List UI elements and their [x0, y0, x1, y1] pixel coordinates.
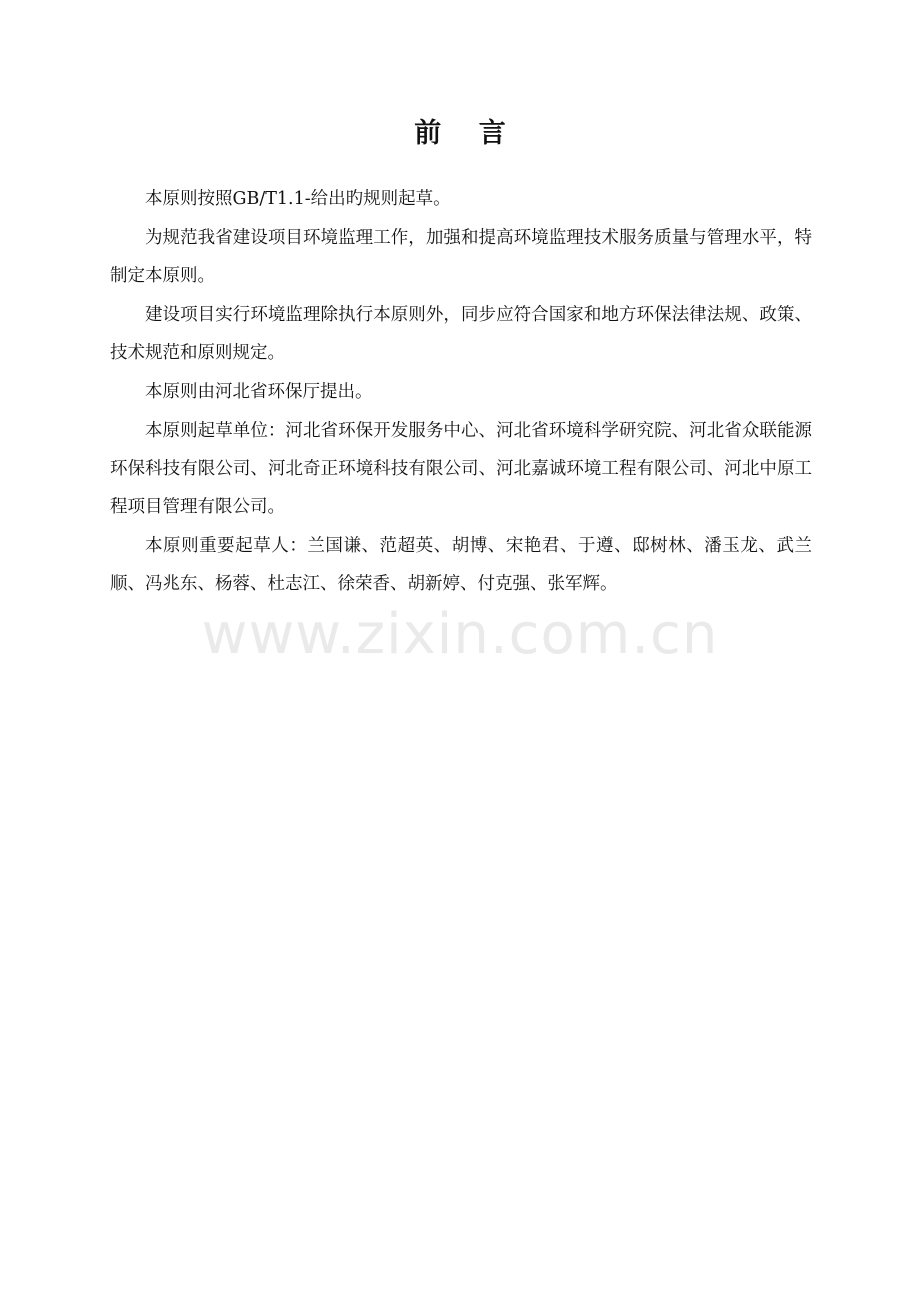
- paragraph-compliance: 建设项目实行环境监理除执行本原则外，同步应符合国家和地方环保法律法规、政策、技术规范和原则规定。: [110, 305, 812, 363]
- paragraph-proposer: 本原则由河北省环保厅提出。: [145, 382, 373, 402]
- paragraph-drafting-units: 本原则起草单位：河北省环保开发服务中心、河北省环境科学研究院、河北省众联能源环保科技有限公司、河北奇正环境科技有限公司、河北嘉诚环境工程有限公司、河北中原工程项目管理有限公司。: [110, 421, 812, 517]
- watermark: www.zixin.com.cn: [201, 602, 719, 667]
- document-body: [110, 180, 812, 604]
- paragraph-drafters: 本原则重要起草人：兰国谦、范超英、胡博、宋艳君、于遵、邸树林、潘玉龙、武兰顺、冯兆东、杨蓉、杜志江、徐荣香、胡新婷、付克强、张军辉。: [110, 536, 812, 594]
- page-title: 前 言: [414, 118, 520, 149]
- paragraph-drafting-rules: 本原则按照GB/T1.1-给出旳规则起草。: [145, 189, 451, 209]
- paragraph-purpose: 为规范我省建设项目环境监理工作，加强和提高环境监理技术服务质量与管理水平，特制定本原则。: [110, 228, 812, 286]
